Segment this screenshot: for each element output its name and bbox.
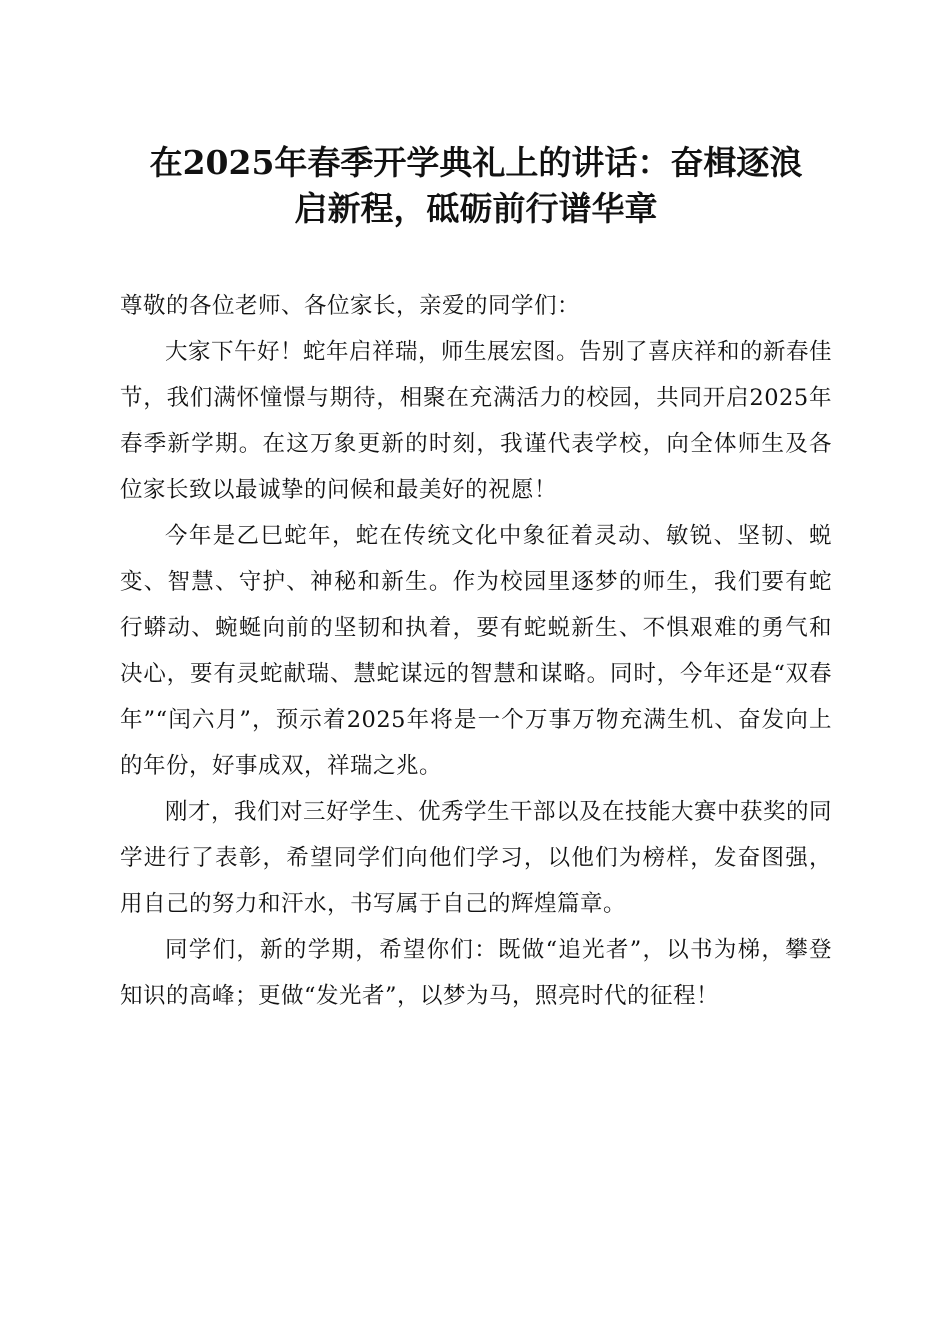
paragraph: 今年是乙巳蛇年，蛇在传统文化中象征着灵动、敏锐、坚韧、蜕变、智慧、守护、神秘和新生。作为校园里逐梦的师生，我们要有蛇行蟒动、蜿蜒向前的坚韧和执着，要有蛇蜕新生、不惧艰难的勇气和决心，要有灵蛇献瑞、慧蛇谋远的智慧和谋略。同时，今年还是“双春年”“闰六月”，预示着2025年将是一个万事万物充满生机、奋发向上的年份，好事成双，祥瑞之兆。 [120, 523, 832, 779]
document-body [120, 283, 832, 1019]
paragraph: 刚才，我们对三好学生、优秀学生干部以及在技能大赛中获奖的同学进行了表彰，希望同学们向他们学习，以他们为榜样，发奋图强，用自己的努力和汗水，书写属于自己的辉煌篇章。 [120, 799, 833, 917]
paragraph: 同学们，新的学期，希望你们：既做“追光者”，以书为梯，攀登知识的高峰；更做“发光者”，以梦为马，照亮时代的征程！ [120, 937, 832, 1009]
salutation: 尊敬的各位老师、各位家长，亲爱的同学们： [120, 293, 581, 319]
title-line-2: 启新程，砥砺前行谱华章 [294, 189, 658, 228]
paragraph: 大家下午好！蛇年启祥瑞，师生展宏图。告别了喜庆祥和的新春佳节，我们满怀憧憬与期待，相聚在充满活力的校园，共同开启2025年春季新学期。在这万象更新的时刻，我谨代表学校，向全体师生及各位家长致以最诚挚的问候和最美好的祝愿！ [120, 339, 833, 503]
document-page [120, 140, 832, 1019]
document-title [120, 140, 832, 232]
title-line-1: 在2025年春季开学典礼上的讲话：奋楫逐浪 [149, 143, 803, 182]
